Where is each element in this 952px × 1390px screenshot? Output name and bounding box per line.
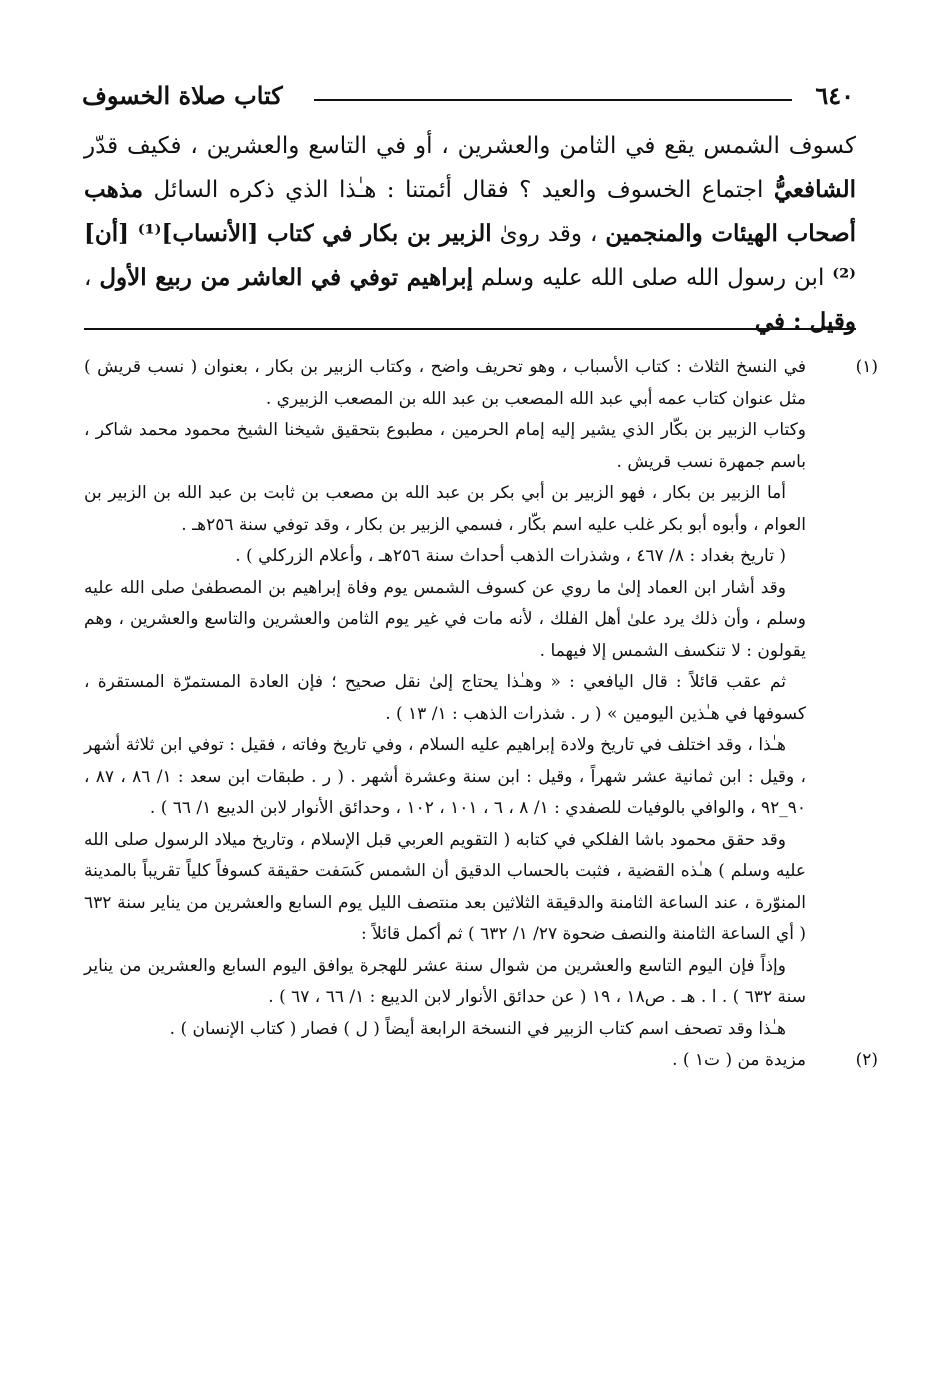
book-title: كتاب صلاة الخسوف bbox=[82, 81, 283, 110]
footnote-2 bbox=[84, 1045, 878, 1077]
text-run-bold: الزبير بن بكار في كتاب [الأنساب]⁽¹⁾ [أن]⁽²⁾ bbox=[84, 220, 857, 291]
footnote-number: (١) bbox=[855, 357, 878, 377]
text-run-bold: مذهب أصحاب الهيئات والمنجمين bbox=[84, 176, 857, 247]
page-number: ٦٤٠ bbox=[815, 81, 854, 110]
footnotes bbox=[84, 352, 878, 1077]
footnote-paragraph: هـٰذا ، وقد اختلف في تاريخ ولادة إبراهيم عليه السلام ، وفي تاريخ وفاته ، فقيل : توفي ابن ثلاثة أشهر ، وقيل : ابن ثمانية عشر شهراً ، وقيل : ابن سنة وعشرة أشهر . ( ر . طبقات ابن سعد : ١/ ٨٦ ، ٨٧ ، ٩٠_٩٢ ، والوافي بالوفيات للصفدي : ١/ ٨ ، ٦ ، ١٠١ ، ١٠٢ ، وحدائق الأنوار لابن الديبع ١/ ٦٦ ) . bbox=[84, 735, 806, 818]
header-rule bbox=[314, 99, 792, 101]
main-paragraph bbox=[84, 124, 856, 344]
footnote-paragraph: ثم عقب قائلاً : قال اليافعي : « وهـٰذا يحتاج إلىٰ نقل صحيح ؛ فإن العادة المستمرّة المستقرة ، كسوفها في هـٰذين اليومين » ( ر . شذرات الذهب : ١/ ١٣ ) . bbox=[84, 672, 806, 724]
footnote-paragraph: أما الزبير بن بكار ، فهو الزبير بن أبي بكر بن عبد الله بن مصعب بن ثابت بن عبد الله بن الزبير بن العوام ، وأبوه أبو بكر غلب عليه اسم بكّار ، فسمي الزبير بن بكار ، وقد توفي سنة ٢٥٦هـ . bbox=[84, 483, 806, 535]
text-run: ، وقد روىٰ bbox=[491, 221, 606, 247]
footnote-paragraph: وقد حقق محمود باشا الفلكي في كتابه ( التقويم العربي قبل الإسلام ، وتاريخ ميلاد الرسول صلى الله عليه وسلم ) هـٰذه القضية ، فثبت بالحساب الدقيق أن الشمس كَسَفت حقيقة كسوفاً كلياً تقريباً بالمدينة المنوّرة ، عند الساعة الثامنة والدقيقة الثلاثين بعد منتصف الليل يوم السابع والعشرين من يناير سنة ٦٣٢ ( أي الساعة الثامنة والنصف ضحوة ٢٧/ ١/ ٦٣٢ ) ثم أكمل قائلاً : bbox=[84, 829, 806, 944]
footnote-paragraph: وكتاب الزبير بن بكّار الذي يشير إليه إمام الحرمين ، مطبوع بتحقيق شيخنا الشيخ محمود محمد شاكر ، باسم جمهرة نسب قريش . bbox=[84, 420, 806, 472]
footnote-paragraph: ( تاريخ بغداد : ٨/ ٤٦٧ ، وشذرات الذهب أحداث سنة ٢٥٦هـ ، وأعلام الزركلي ) . bbox=[235, 546, 786, 566]
footnote-paragraph: وقد أشار ابن العماد إلىٰ ما روي عن كسوف الشمس يوم وفاة إبراهيم بن المصطفىٰ صلى الله عليه وسلم ، وأن ذلك يرد علىٰ أهل الفلك ، لأنه مات في غير يوم الثامن والعشرين والتاسع والعشرين ، وهم يقولون : لا تنكسف الشمس إلا فيهما . bbox=[84, 577, 806, 661]
footnote-paragraph: هـٰذا وقد تصحف اسم كتاب الزبير في النسخة الرابعة أيضاً ( ل ) فصار ( كتاب الإنسان ) . bbox=[169, 1018, 786, 1039]
text-run: ابن رسول الله صلى الله عليه وسلم bbox=[472, 265, 833, 291]
footnote-1 bbox=[84, 352, 878, 1045]
footnote-paragraph: مزيدة من ( ت١ ) . bbox=[672, 1050, 806, 1070]
text-run: كسوف الشمس يقع في الثامن والعشرين ، أو في التاسع والعشرين ، فكيف قدّر bbox=[84, 133, 856, 159]
text-run: ، bbox=[84, 265, 100, 291]
text-run: اجتماع الخسوف والعيد ؟ فقال أئمتنا : هـٰذا الذي ذكره السائل bbox=[143, 177, 774, 203]
footnote-paragraph: وإذاً فإن اليوم التاسع والعشرين من شوال سنة عشر للهجرة يوافق اليوم السابع والعشرين من يناير سنة ٦٣٢ ) . ا . هـ . ص١٨ ، ١٩ ( عن حدائق الأنوار لابن الديبع : ١/ ٦٦ ، ٦٧ ) . bbox=[84, 955, 806, 1007]
page-header bbox=[82, 78, 854, 114]
text-run-bold: إبراهيم توفي في العاشر من ربيع الأول bbox=[99, 264, 473, 291]
text-run-bold: الشافعيُّ bbox=[773, 176, 856, 203]
main-text bbox=[84, 124, 856, 344]
footnote-paragraph: في النسخ الثلاث : كتاب الأسباب ، وهو تحريف واضح ، وكتاب الزبير بن بكار ، بعنوان ( نسب قريش ) مثل عنوان كتاب عمه أبي عبد الله المصعب بن عبد الله بن المصعب الزبيري . bbox=[84, 357, 806, 409]
text-run-bold: وقيل : في bbox=[754, 308, 856, 335]
footnote-number: (٢) bbox=[855, 1050, 878, 1070]
footnote-separator bbox=[84, 328, 856, 330]
